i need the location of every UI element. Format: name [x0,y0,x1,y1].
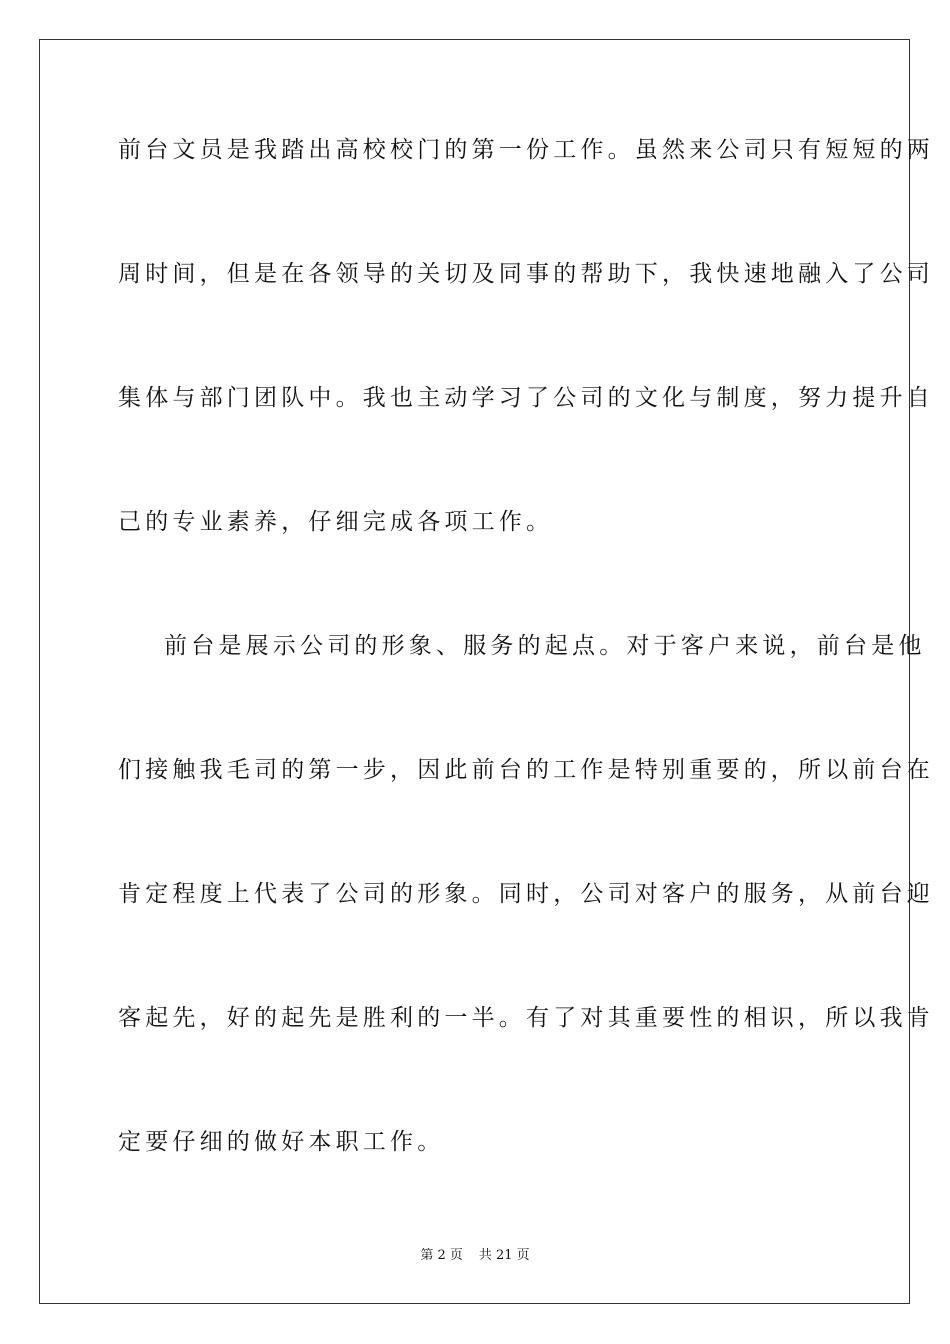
page-total: 共 21 页 [478,1248,530,1263]
paragraph-line: 前台是展示公司的形象、服务的起点。对于客户来说，前台是他 [164,633,926,659]
paragraph-line: 客起先，好的起先是胜利的一半。有了对其重要性的相识，所以我肯 [118,1005,934,1031]
paragraph-line: 己的专业素养，仔细完成各项工作。 [118,509,554,535]
paragraph-line: 前台文员是我踏出高校校门的第一份工作。虽然来公司只有短短的两 [118,137,934,163]
page-footer [0,1246,950,1266]
paragraph-line: 周时间，但是在各领导的关切及同事的帮助下，我快速地融入了公司 [118,261,934,287]
page-number: 第 2 页 [420,1248,463,1263]
paragraph-line: 集体与部门团队中。我也主动学习了公司的文化与制度，努力提升自 [118,385,934,411]
page-border [39,39,934,1304]
paragraph-line: 肯定程度上代表了公司的形象。同时，公司对客户的服务，从前台迎 [118,881,934,907]
paragraph-line: 定要仔细的做好本职工作。 [118,1129,445,1155]
paragraph-line: 们接触我毛司的第一步，因此前台的工作是特别重要的，所以前台在 [118,757,934,783]
